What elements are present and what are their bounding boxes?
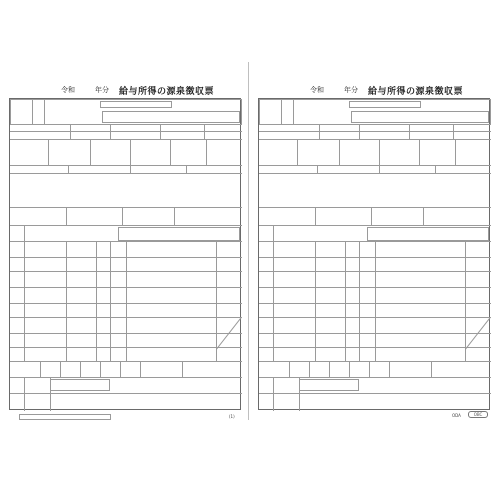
brand-logo: OBC [468,411,488,418]
payer-number-box [299,379,359,391]
payer-number-box [50,379,110,391]
era-label: 令和 [61,86,75,94]
form-frame [258,98,490,410]
payee-id-box [349,101,421,108]
housing-loan-box [367,227,489,241]
year-unit-label: 年分 [344,86,358,94]
year-unit-label: 年分 [95,86,109,94]
payee-id-box [100,101,172,108]
form-title-row [254,84,495,96]
form-title: 給与所得の源泉徴収票 [368,87,464,97]
withholding-slip-right [254,62,495,420]
payee-name-box [102,111,240,123]
form-frame [9,98,241,410]
withholding-slip-left [5,62,246,420]
payee-name-box [351,111,489,123]
perforation-fold [248,62,249,420]
page-code: (1) [229,414,235,419]
memo-box [19,414,111,420]
form-title-row [5,84,246,96]
form-title: 給与所得の源泉徴収票 [119,87,215,97]
era-label: 令和 [310,86,324,94]
housing-loan-box [118,227,240,241]
product-code: ODA [452,413,461,418]
